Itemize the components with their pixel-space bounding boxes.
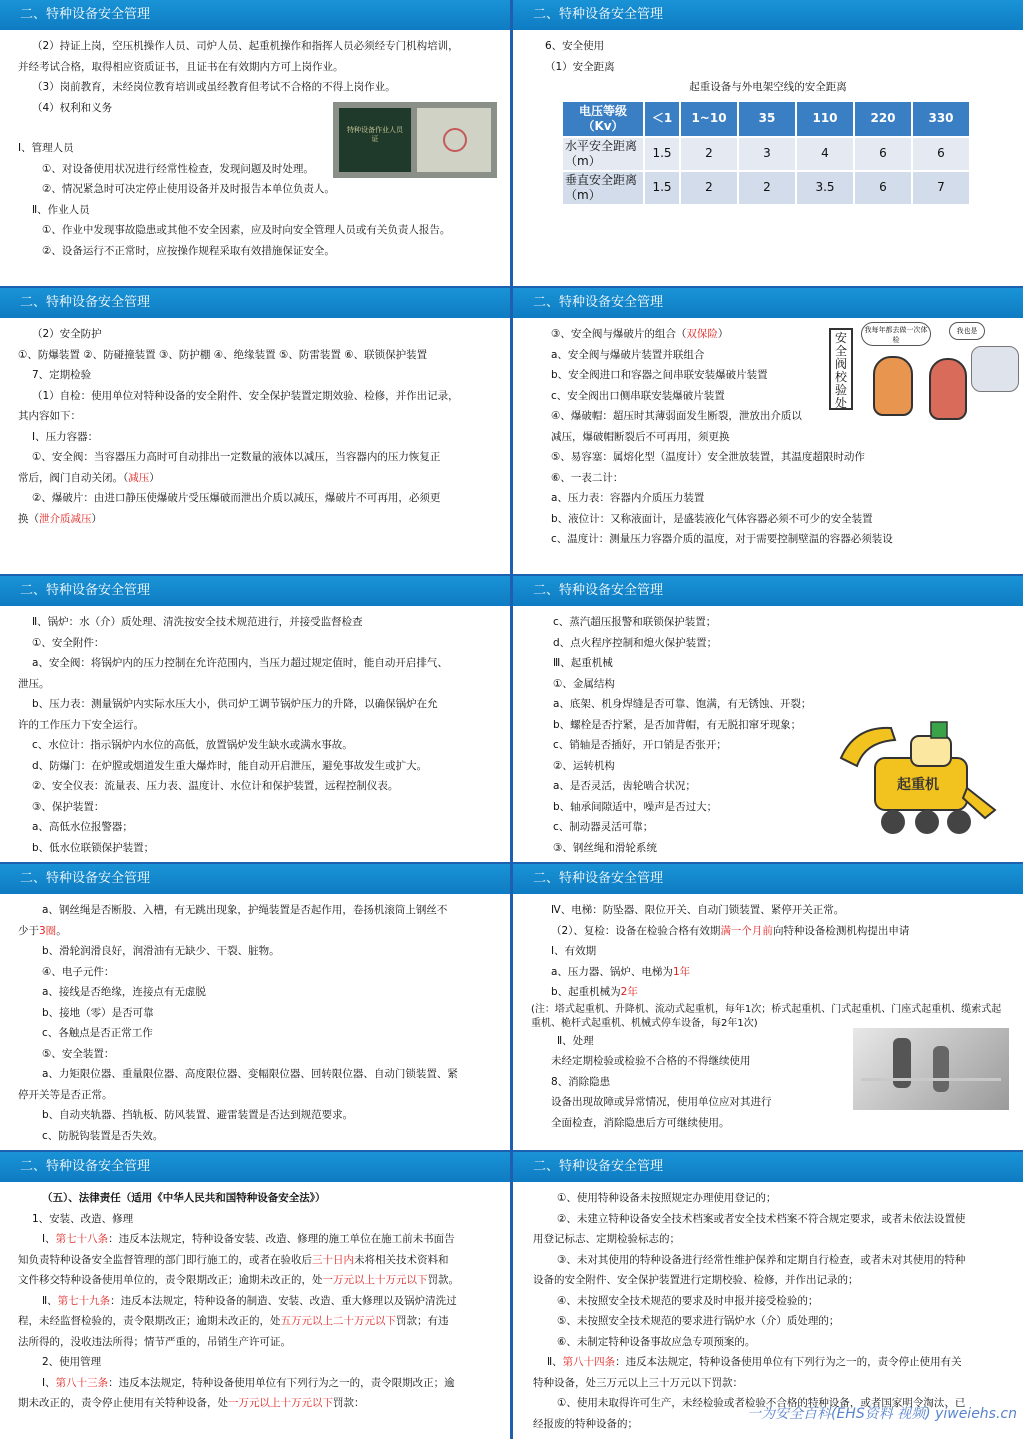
crane-label: 起重机	[897, 777, 939, 793]
slide-header	[513, 0, 1023, 30]
slide-10	[513, 1152, 1023, 1439]
text-line: 法所得的，没收违法所得；情节严重的，吊销生产许可证。	[18, 1335, 291, 1348]
text-line: ②、情况紧急时可决定停止使用设备并及时报告本单位负责人。	[42, 183, 335, 195]
highlight-text: 泄介质减压	[39, 512, 92, 525]
text-line: Ⅰ、管理人员	[18, 142, 74, 154]
text-line: c、各触点是否正常工作	[42, 1027, 153, 1039]
text-line: Ⅲ、起重机械	[553, 657, 613, 669]
text-line: a、压力表：容器内介质压力装置	[551, 492, 705, 504]
highlight-text: 五万元以上二十万元以下	[280, 1315, 396, 1327]
table-cell: 7	[912, 171, 970, 205]
text-line: 减压，爆破帽断裂后不可再用，须更换	[551, 430, 730, 443]
highlight-text: 第七十九条	[57, 1294, 111, 1307]
text-line: b、压力表：测量锅炉内实际水压大小，供司炉工调节锅炉压力的升降，以确保锅炉在允	[32, 698, 438, 710]
text-line: ②、安全仪表：流量表、压力表、温度计、水位计和保护装置，远程控制仪表。	[32, 780, 399, 792]
slide-title: 二、特种设备安全管理	[20, 7, 151, 22]
text-line: 停开关等是否正常。	[18, 1088, 113, 1101]
text-line: 6、安全使用	[545, 40, 605, 52]
table-cell: 2	[738, 171, 796, 205]
text-line: a、压力器、锅炉、电梯为1年	[551, 965, 691, 978]
slide-header	[0, 864, 510, 894]
slide-3	[0, 288, 510, 574]
text-line: Ⅰ、有效期	[551, 945, 597, 957]
highlight-text: 满一个月前	[720, 924, 773, 937]
text-line: ②、设备运行不正常时，应按操作规程采取有效措施保证安全。	[42, 244, 335, 257]
text-line: （1）安全距离	[545, 60, 615, 73]
text-line: Ⅱ、第八十四条：违反本法规定，特种设备使用单位有下列行为之一的，责令停止使用有关	[547, 1356, 962, 1368]
table-cell: 3	[738, 137, 796, 171]
text-line: 程，未经监督检验的，责令限期改正；逾期未改正的，处五万元以上二十万元以下罚款；有违	[18, 1315, 449, 1327]
speech-bubble: 我也是	[949, 322, 985, 340]
text-line: （3）岗前教育，未经岗位教育培训或虽经教育但考试不合格的不得上岗作业。	[32, 81, 396, 93]
slide-title: 二、特种设备安全管理	[533, 583, 664, 598]
slide-7	[0, 864, 510, 1150]
table-cell: 6	[854, 137, 912, 171]
text-line: ①、金属结构	[553, 677, 615, 690]
text-line: 设备的安全附件、安全保护装置进行定期校验、检修，并作出记录的；	[533, 1274, 859, 1286]
slide-header	[513, 288, 1023, 318]
text-line: 设备出现故障或异常情况，使用单位应对其进行	[551, 1096, 772, 1108]
text-line: c、温度计：测量压力容器介质的温度，对于需要控制壁温的容器必须装设	[551, 533, 893, 545]
text-line: ①、安全附件：	[32, 636, 105, 649]
text-line: b、螺栓是否拧紧，是否加背帽，有无脱扣窜牙现象；	[553, 718, 802, 731]
slide-header	[513, 1152, 1023, 1182]
table-cell: 4	[796, 137, 854, 171]
slide-title: 二、特种设备安全管理	[20, 871, 151, 886]
text-line: Ⅱ、处理	[557, 1034, 594, 1047]
highlight-text: 三十日内	[312, 1253, 354, 1266]
text-line: Ⅱ、锅炉：水（介）质处理、清洗按安全技术规范进行，并接受监督检查	[32, 616, 363, 628]
text-line: ②、爆破片：由进口静压使爆破片受压爆破而泄出介质以减压，爆破片不可再用，必须更	[32, 492, 441, 504]
slide-header	[513, 864, 1023, 894]
table-cell: 6	[854, 171, 912, 205]
text-line: 少于3圈。	[18, 924, 67, 937]
slide-8	[513, 864, 1023, 1150]
highlight-text: 第七十八条	[55, 1233, 109, 1245]
text-line: 期未改正的，责令停止使用有关特种设备，处一万元以上十万元以下罚款：	[18, 1397, 365, 1409]
text-line: c、制动器灵活可靠；	[553, 821, 654, 833]
inspection-photo	[853, 1028, 1009, 1110]
text-line: ⑥、未制定特种设备事故应急专项预案的。	[557, 1335, 756, 1348]
highlight-text: 减压	[128, 471, 150, 484]
slide-header	[513, 576, 1023, 606]
valve-character-icon	[929, 358, 967, 420]
text-line: ③、未对其使用的特种设备进行经常性维护保养和定期自行检查，或者未对其使用的特种	[557, 1253, 966, 1266]
text-line: c、销轴是否插好，开口销是否张开；	[553, 739, 727, 751]
highlight-text: 第八十三条	[55, 1376, 109, 1389]
slide-title: 二、特种设备安全管理	[20, 583, 151, 598]
text-line: 经报废的特种设备的；	[533, 1417, 638, 1430]
text-line: a、接线是否绝缘，连接点有无虚脱	[42, 986, 206, 998]
table-header-cell: ＜1	[644, 101, 680, 137]
highlight-text: 第八十四条	[562, 1356, 616, 1368]
slide-title: 二、特种设备安全管理	[20, 295, 151, 310]
cert-title: 特种设备作业人员证	[347, 126, 403, 143]
table-title: 起重设备与外电架空线的安全距离	[689, 81, 847, 93]
table-header-cell: 220	[854, 101, 912, 137]
text-line: 泄压。	[18, 677, 50, 690]
text-line: d、防爆门：在炉膛或烟道发生重大爆炸时，能自动开启泄压，避免事故发生或扩大。	[32, 759, 428, 772]
valve-queue-icon	[971, 346, 1019, 392]
crane-cartoon	[835, 718, 1003, 842]
text-line: ④、电子元件：	[42, 965, 115, 978]
table-row	[562, 171, 970, 205]
voltage-distance-table	[561, 100, 971, 206]
text-line: a、力矩限位器、重量限位器、高度限位器、变幅限位器、回转限位器、自动门锁装置、紧	[42, 1068, 458, 1080]
text-line: c、水位计：指示锅炉内水位的高低，放置锅炉发生缺水或满水事故。	[32, 739, 353, 751]
table-header-cell: 35	[738, 101, 796, 137]
slide-1	[0, 0, 510, 286]
text-line: （4）权利和义务	[32, 101, 113, 114]
slide-header	[0, 0, 510, 30]
text-line: b、轴承间隙适中，噪声是否过大；	[553, 800, 718, 813]
slide-5	[0, 576, 510, 862]
text-line: ⑤、易容塞：属熔化型（温度计）安全泄放装置，其温度超限时动作	[551, 451, 865, 463]
text-line: Ⅱ、第七十九条：违反本法规定，特种设备的制造、安装、改造、重大修理以及锅炉清洗过	[42, 1294, 457, 1307]
text-line: 8、消除隐患	[551, 1075, 611, 1088]
slide-header	[0, 576, 510, 606]
text-line: d、点火程序控制和熄火保护装置；	[553, 636, 718, 649]
table-header-cell: 330	[912, 101, 970, 137]
text-line: Ⅰ、第七十八条：违反本法规定，特种设备安装、改造、修理的施工单位在施工前未书面告	[42, 1233, 455, 1245]
text-line: c、安全阀出口侧串联安装爆破片装置	[551, 389, 725, 402]
slide-4	[513, 288, 1023, 574]
highlight-text: 一万元以上十万元以下	[228, 1397, 333, 1409]
table-cell: 1.5	[644, 137, 680, 171]
highlight-text: 3圈	[39, 924, 57, 937]
text-line: 其内容如下：	[18, 410, 81, 422]
table-cell: 1.5	[644, 171, 680, 205]
slide-6	[513, 576, 1023, 862]
text-line: a、钢丝绳是否断股、入槽，有无跳出现象，护绳装置是否起作用，卷扬机滚筒上钢丝不	[42, 904, 448, 916]
valve-character-icon	[873, 356, 913, 416]
table-cell: 3.5	[796, 171, 854, 205]
text-line: ④、未按照安全技术规范的要求及时申报并接受检验的；	[557, 1294, 819, 1307]
text-line: （2）持证上岗，空压机操作人员、司炉人员、起重机操作和指挥人员必须经专门机构培训，	[32, 40, 459, 52]
speech-bubble: 我每年都去做一次体检	[861, 322, 931, 346]
text-line: ①、对设备使用状况进行经常性检查，发现问题及时处理。	[42, 162, 314, 175]
text-line: c、蒸汽超压报警和联锁保护装置；	[553, 616, 717, 628]
table-cell: 6	[912, 137, 970, 171]
text-line: b、低水位联锁保护装置；	[32, 841, 155, 854]
stamp-icon	[443, 128, 467, 152]
slide-title: 二、特种设备安全管理	[533, 7, 664, 22]
text-line: （2）、复检：设备在检验合格有效期满一个月前向特种设备检测机构提出申请	[551, 924, 910, 937]
text-line: Ⅱ、作业人员	[32, 203, 90, 216]
text-line: ②、未建立特种设备安全技术档案或者安全技术档案不符合规定要求，或者未依法设置使	[557, 1212, 966, 1225]
table-header-cell: 电压等级（Kv）	[562, 101, 644, 137]
text-line: b、自动夹轨器、挡轨板、防风装置、避雷装置是否达到规范要求。	[42, 1109, 354, 1121]
inspection-sign: 安全阀校验处	[829, 328, 853, 410]
highlight-text: 2年	[620, 986, 638, 998]
text-line: a、高低水位报警器；	[32, 821, 133, 833]
text-line: ⑤、安全装置：	[42, 1047, 115, 1060]
valve-cartoon	[829, 322, 1019, 442]
table-header-cell: 110	[796, 101, 854, 137]
text-line: Ⅰ、压力容器：	[32, 430, 99, 443]
text-line: ①、防爆装置 ②、防碰撞装置 ③、防护棚 ④、绝缘装置 ⑤、防雷装置 ⑥、联锁保护装置	[18, 348, 428, 361]
slide-header	[0, 1152, 510, 1182]
slide-title: 二、特种设备安全管理	[533, 1159, 664, 1174]
text-line: 1、安装、改造、修理	[32, 1212, 134, 1225]
text-line: （2）安全防护	[32, 328, 102, 340]
equipment-icon	[861, 1078, 1001, 1100]
text-line: Ⅳ、电梯：防坠器、限位开关、自动门锁装置、紧停开关正常。	[551, 904, 845, 916]
highlight-text: 1年	[672, 965, 691, 978]
text-line: ④、爆破帽：超压时其薄弱面发生断裂，泄放出介质以	[551, 410, 802, 422]
text-line: ③、钢丝绳和滑轮系统	[553, 841, 657, 854]
text-line: 许的工作压力下安全运行。	[18, 718, 144, 731]
text-line: ③、安全阀与爆破片的组合（双保险）	[551, 328, 729, 340]
text-line: b、液位计：又称液面计，是盛装液化气体容器必须不可少的安全装置	[551, 512, 873, 525]
slide-2	[513, 0, 1023, 286]
text-line: ⑤、未按照安全技术规范的要求进行锅炉水（介）质处理的；	[557, 1315, 840, 1327]
text-line: b、安全阀进口和容器之间串联安装爆破片装置	[551, 369, 768, 381]
table-header-cell: 1~10	[680, 101, 738, 137]
text-line: ⑥、一表二计：	[551, 471, 624, 484]
cert-cover	[339, 108, 411, 172]
table-cell: 2	[680, 171, 738, 205]
text-line: a、安全阀：将锅炉内的压力控制在允许范围内，当压力超过规定值时，能自动开启排气、	[32, 657, 448, 669]
slide-9	[0, 1152, 510, 1439]
slide-title: 二、特种设备安全管理	[533, 871, 664, 886]
text-line: ②、运转机构	[553, 759, 615, 772]
text-line: b、接地（零）是否可靠	[42, 1006, 154, 1019]
watermark: 一为安全百科(EHS资料 视频) yiweiehs.cn	[746, 1406, 1017, 1422]
note-text: (注：塔式起重机、升降机、流动式起重机，每年1次；桥式起重机、门式起重机、门座式起重机、缆索式起重机、桅杆式起重机、机械式停车设备，每2年1次)	[531, 1003, 1002, 1029]
text-line: 特种设备，处三万元以上三十万元以下罚款：	[533, 1376, 743, 1389]
row-label: 垂直安全距离（m）	[562, 171, 644, 205]
text-line: c、防脱钩装置是否失效。	[42, 1129, 164, 1142]
certificate-photo	[333, 102, 497, 178]
cert-page	[417, 108, 491, 172]
slide-title: 二、特种设备安全管理	[533, 295, 664, 310]
highlight-text: 双保险	[686, 328, 718, 340]
text-line: 换（泄介质减压）	[18, 512, 102, 525]
text-line: ①、使用特种设备未按照规定办理使用登记的；	[557, 1192, 777, 1204]
text-line: 文件移交特种设备使用单位的，责令限期改正；逾期未改正的，处一万元以上十万元以下罚款。	[18, 1274, 459, 1286]
text-line: ①、使用未取得许可生产，未经检验或者检验不合格的特种设备，或者国家明令淘汰、已	[557, 1397, 966, 1409]
text-line: b、滑轮润滑良好，润滑油有无缺少、干裂、脏物。	[42, 945, 280, 957]
text-line: b、起重机械为2年	[551, 986, 638, 998]
text-line: 全面检查，消除隐患后方可继续使用。	[551, 1116, 730, 1129]
text-line: a、安全阀与爆破片装置并联组合	[551, 348, 705, 361]
text-line: 7、定期检验	[32, 369, 92, 381]
text-line: ③、保护装置：	[32, 800, 105, 813]
text-line: 并经考试合格，取得相应资质证书，且证书在有效期内方可上岗作业。	[18, 60, 344, 73]
text-line: 用登记标志、定期检验标志的；	[533, 1233, 680, 1245]
text-line: Ⅰ、第八十三条：违反本法规定，特种设备使用单位有下列行为之一的，责令限期改正；逾	[42, 1376, 455, 1389]
text-line: 知负责特种设备安全监督管理的部门即行施工的，或者在验收后三十日内未将相关技术资料和	[18, 1253, 449, 1266]
text-line: a、是否灵活，齿轮啮合状况；	[553, 780, 696, 792]
text-line: ①、作业中发现事故隐患或其他不安全因素，应及时向安全管理人员或有关负责人报告。	[42, 224, 451, 236]
text-line: 2、使用管理	[42, 1356, 102, 1368]
text-line: （1）自检：使用单位对特种设备的安全附件、安全保护装置定期效验、检修，并作出记录，	[32, 389, 459, 402]
text-line: 未经定期检验或检验不合格的不得继续使用	[551, 1055, 751, 1067]
table-cell: 2	[680, 137, 738, 171]
text-line: a、底架、机身焊缝是否可靠、饱满，有无锈蚀、开裂；	[553, 698, 812, 710]
section-title: （五）、法律责任（适用《中华人民共和国特种设备安全法》）	[42, 1192, 326, 1204]
highlight-text: 一万元以上十万元以下	[322, 1274, 428, 1286]
slide-header	[0, 288, 510, 318]
slide-title: 二、特种设备安全管理	[20, 1159, 151, 1174]
table-row	[562, 137, 970, 171]
text-line: ①、安全阀：当容器压力高时可自动排出一定数量的液体以减压，当容器内的压力恢复正	[32, 451, 441, 463]
row-label: 水平安全距离（m）	[562, 137, 644, 171]
text-line: 常后，阀门自动关闭。（减压）	[18, 471, 160, 484]
